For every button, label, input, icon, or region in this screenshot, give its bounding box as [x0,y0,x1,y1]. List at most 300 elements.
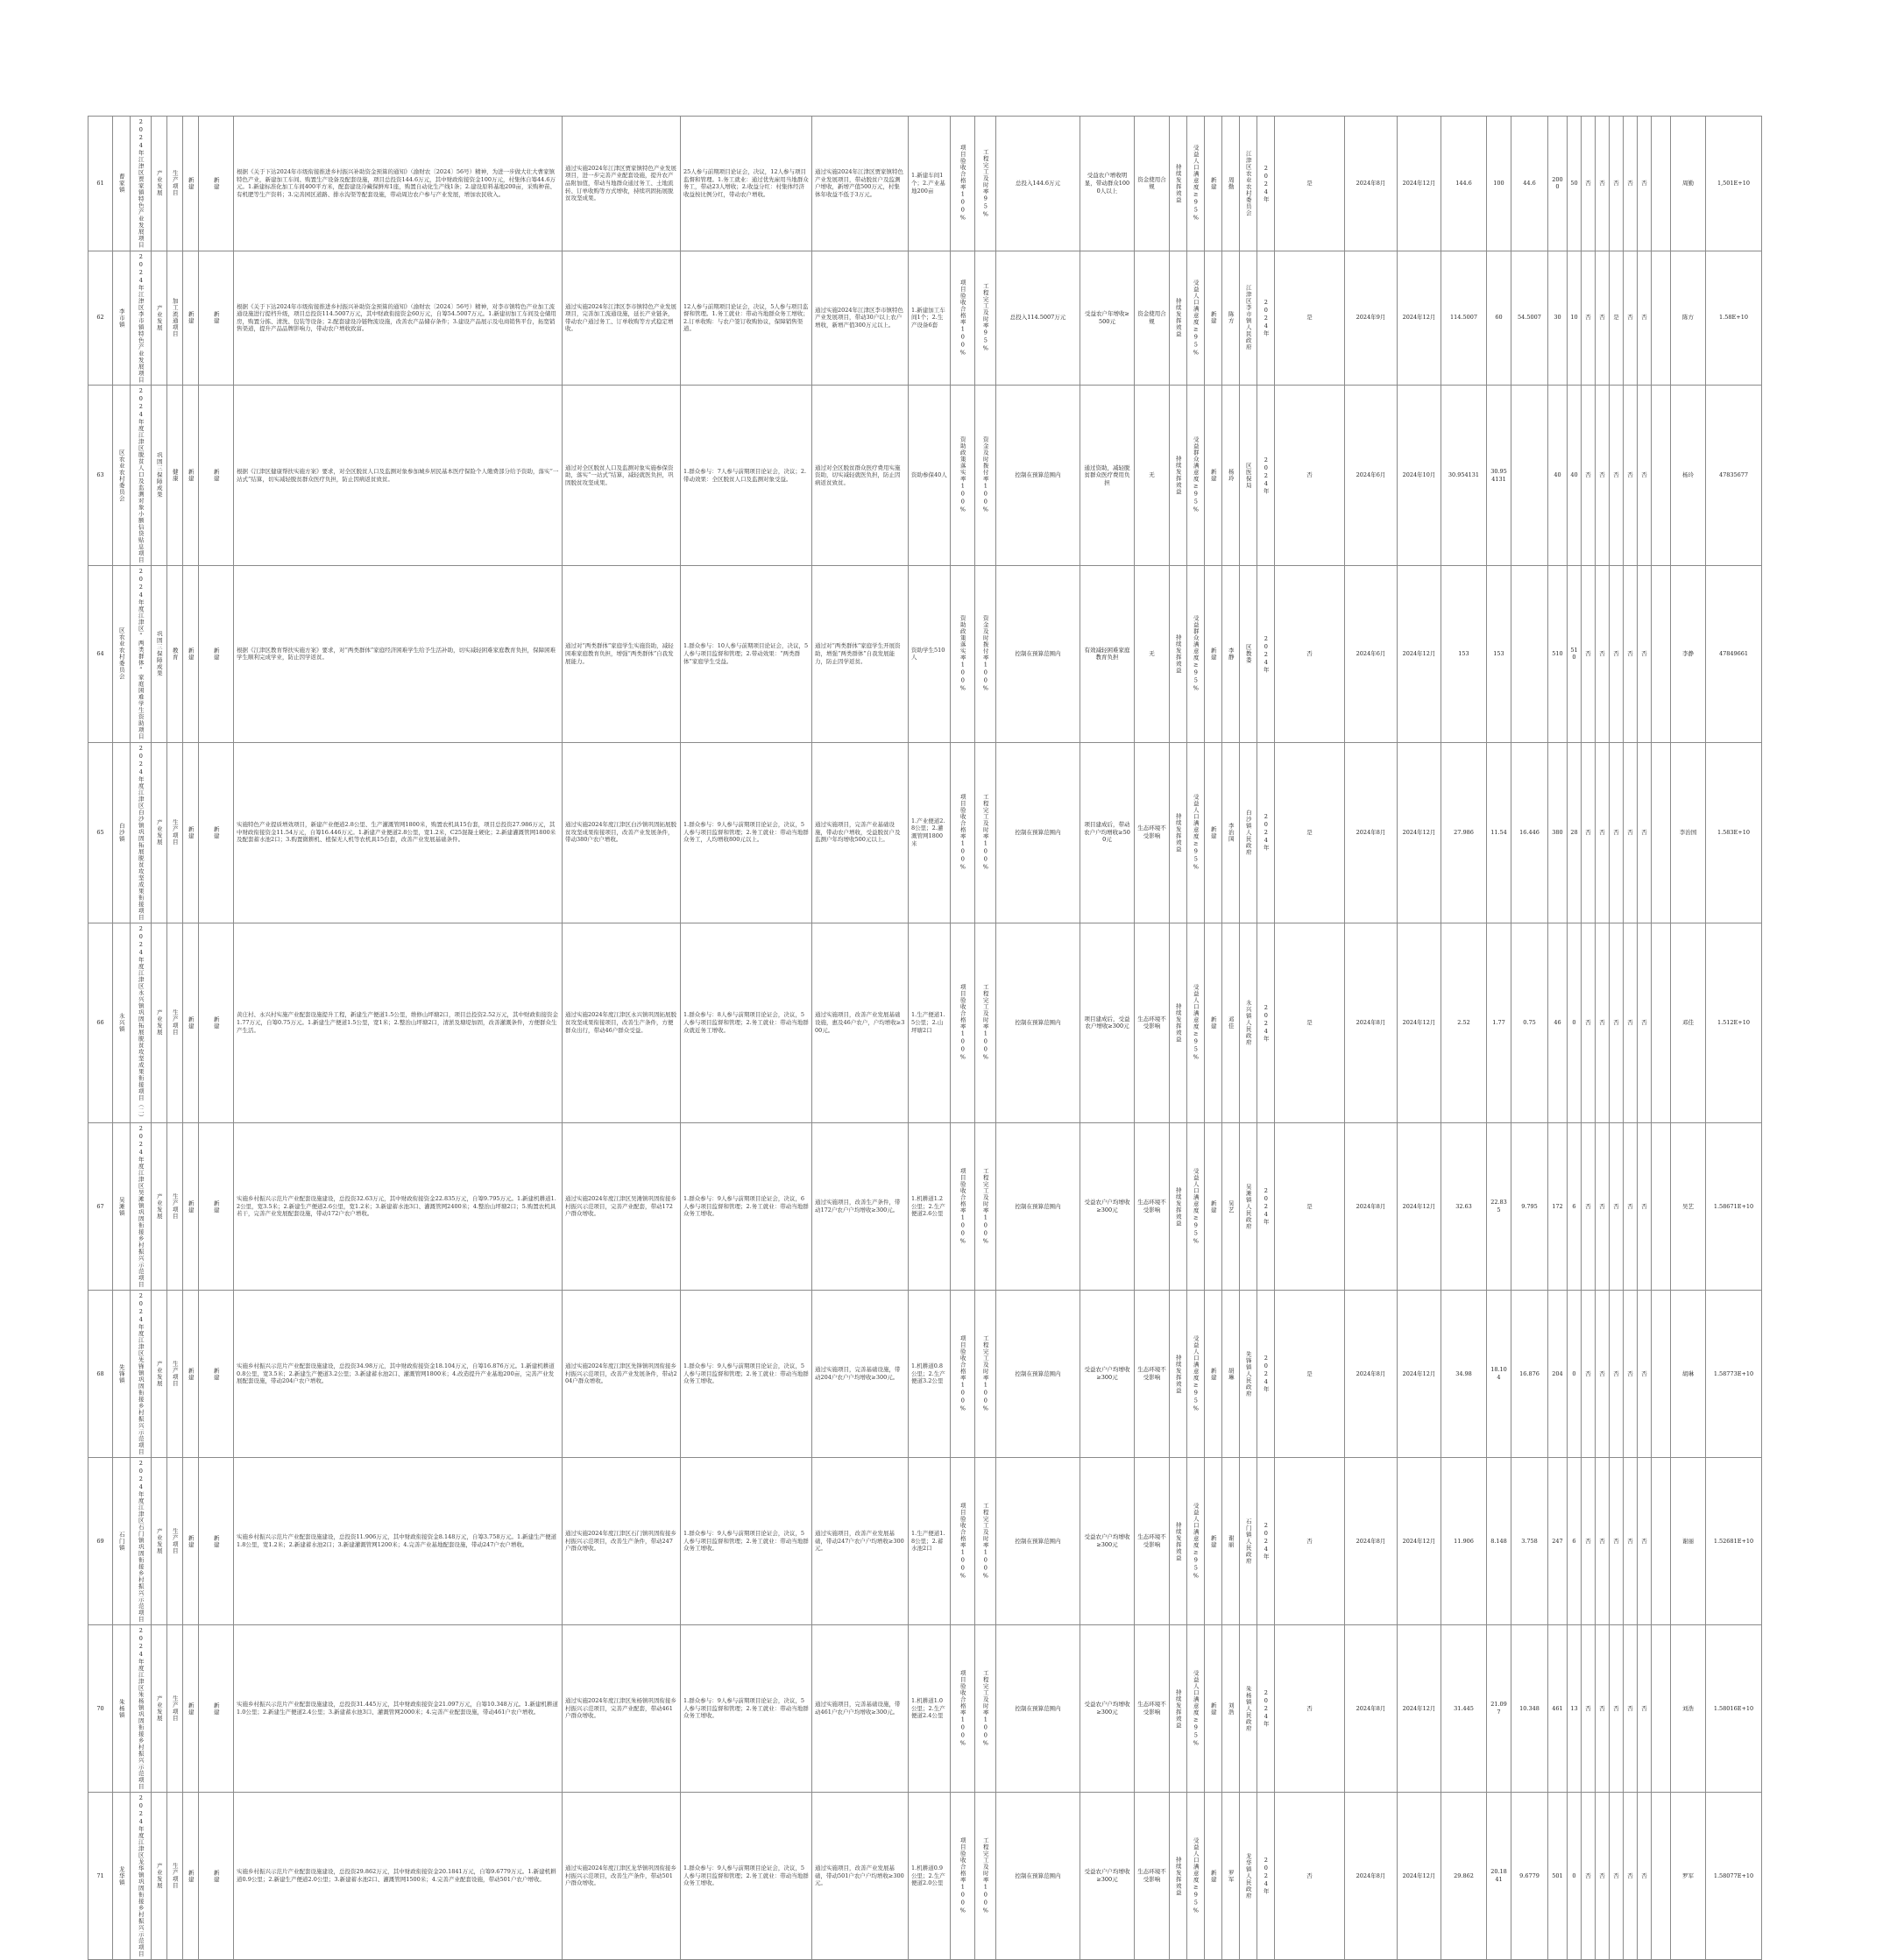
row-goal: 通过对“两类群体”家庭学生开展资助，增强“两类群体”自我发展能力，防止因学返贫。 [812,566,909,743]
row-mechanism: 通过实施2024年度江津区吴滩镇巩固衔接乡村振兴示范项目，完善产业配套，带动172户群众增收。 [563,1123,681,1291]
row-satisfaction: 受益人口满意度≥95% [1187,251,1205,386]
row-goal: 通过实施项目，完善基础设施，带动204户农户户均增收≥300元。 [812,1291,909,1458]
row-phone: 1.58671E+10 [1706,1123,1762,1291]
row-number: 65 [88,742,113,923]
row-mechanism: 通过实施2024年度江津区先锋镇巩固衔接乡村振兴示范项目，改善产业发展条件，带动204户群众增收。 [563,1291,681,1458]
row-town: 李市镇 [113,251,131,386]
row-subtype: 生产项目 [167,1793,183,1960]
row-start: 2024年8月 [1345,1291,1398,1458]
row-flag-4: 否 [1624,742,1638,923]
row-total: 114.5007 [1441,251,1487,386]
row-dept: 区教委 [1240,566,1257,743]
row-blank [1652,1625,1671,1793]
row-cost: 控制在预算范围内 [996,386,1080,566]
row-year: 2024年 [1257,1123,1275,1291]
row-output3: 工程完工及时率100% [975,1625,996,1793]
row-start: 2024年8月 [1345,742,1398,923]
row-flag-3: 否 [1610,923,1624,1123]
row-participation: 12人参与前期项目论证会，决议，5人参与项目监督和管理。1.务工就业：带动当地群众务工增收；2.订单收购：与农户签订收购协议，保障销售渠道。 [681,251,812,386]
row-town: 区农业农村委员会 [113,386,131,566]
row-participation: 25人参与前期项目论证会，决议，12人参与项目监督和管理。1.务工就业：通过优先雇用当地群众务工，带动23人增收；2.收益分红：村集体经济收益按比例分红，带动农户增收。 [681,117,812,251]
row-flag: 否 [1275,386,1345,566]
row-fiscal: 8.148 [1487,1458,1511,1625]
row-nature-2: 新建 [1205,1625,1222,1793]
row-goal: 通过实施项目，完善产业基础设施，带动农户增收，受益脱贫户及监测户年均增收500元以上。 [812,742,909,923]
row-flag: 否 [1275,566,1345,743]
row-output2: 项目验收合格率100% [951,117,975,251]
row-phone: 1.583E+10 [1706,742,1762,923]
row-output3: 工程完工及时率100% [975,1123,996,1291]
row-content: 根据《江津区健康帮扶实施方案》要求，对全区脱贫人口及监测对象参加城乡居民基本医疗保险个人缴费部分给予资助，落实“一站式”结算，切实减轻脱贫群众医疗负担，防止因病返贫致贫。 [234,386,563,566]
row-output2: 项目验收合格率100% [951,1291,975,1458]
row-satisfaction: 受益群众满意度≥95% [1187,566,1205,743]
row-nature-2: 新建 [1205,566,1222,743]
row-start: 2024年8月 [1345,1123,1398,1291]
table-row [88,1793,1762,1960]
row-cost: 控制在预算范围内 [996,1458,1080,1625]
table-row [88,251,1762,386]
row-blank [1652,1793,1671,1960]
row-total: 144.6 [1441,117,1487,251]
row-blank [1652,251,1671,386]
row-number: 70 [88,1625,113,1793]
row-contact-2: 杨玲 [1222,386,1240,566]
row-benefit: 受益农户户均增收≥300元 [1080,1793,1135,1960]
row-subtype: 生产项目 [167,1458,183,1625]
row-content: 根据《关于下达2024年市级衔接推进乡村振兴补助资金预算的通知》（渝财农〔2024〕56号）精神，为进一步做大壮大曹家镇特色产业，新建加工车间、购置生产设备及配套设施，项目总投资144.6万元，其中财政衔接资金100万元，村集体自筹44.6万元。1.新建标准化加工车间400平方米，配套建设冷藏保鲜库1座，购置自动化生产线1条；2.建设原料基地200亩，采购种苗、有机肥等生产资料；3.完善园区道路、排水沟渠等配套设施，带动周边农户参与产业发展，增加农民收入。 [234,117,563,251]
row-nature-2: 新建 [1205,1793,1222,1960]
row-flag-1: 否 [1582,386,1596,566]
row-end: 2024年12月 [1398,1625,1441,1793]
row-flag-4: 否 [1624,1625,1638,1793]
row-other: 44.6 [1511,117,1548,251]
row-contact-2: 邓佳 [1222,923,1240,1123]
row-flag-4: 否 [1624,386,1638,566]
row-start: 2024年8月 [1345,923,1398,1123]
row-flag-1: 否 [1582,742,1596,923]
row-output3: 工程完工及时率100% [975,923,996,1123]
row-start: 2024年8月 [1345,1793,1398,1960]
row-blank [1652,923,1671,1123]
row-subtype: 生产项目 [167,923,183,1123]
row-output2: 项目验收合格率100% [951,1793,975,1960]
row-dept-short: 新建 [199,1291,234,1458]
row-flag-4: 否 [1624,117,1638,251]
row-phone: 47835677 [1706,386,1762,566]
row-nature-2: 新建 [1205,1458,1222,1625]
row-contact-2: 罗军 [1222,1793,1240,1960]
row-participation: 1.群众参与：9人参与前期项目论证会，决议，5人参与项目监督和管理；2.务工就业：带动当地群众务工增收。 [681,1291,812,1458]
row-total: 27.986 [1441,742,1487,923]
row-phone: 47849661 [1706,566,1762,743]
row-flag-4: 否 [1624,1291,1638,1458]
row-participation: 1.群众参与：9人参与前期项目论证会，决议，5人参与项目监督和管理；2.务工就业：带动当地群众务工增收。 [681,1625,812,1793]
row-fiscal: 100 [1487,117,1511,251]
row-other [1511,566,1548,743]
row-output2: 项目验收合格率100% [951,1625,975,1793]
row-category: 产业发展 [152,1793,167,1960]
row-benefit: 项目建成后，受益农户增收≥300元 [1080,923,1135,1123]
row-content: 实施乡村振兴示范片产业配套设施建设，总投资34.98万元，其中财政衔接资金18.104万元，自筹16.876万元。1.新建机耕道0.8公里，宽3.5米；2.新建生产便道3.2公里；3.新建蓄水池2口、灌溉管网1800米；4.改造提升产业基地200亩，完善产业发展配套设施，带动204户农户增收。 [234,1291,563,1458]
row-sustain: 持续发挥效益 [1170,117,1187,251]
row-category: 产业发展 [152,1291,167,1458]
row-town: 区农业农村委员会 [113,566,131,743]
row-eco: 生态环境不受影响 [1135,1123,1170,1291]
row-nature: 新建 [183,117,199,251]
row-contact-2: 李治国 [1222,742,1240,923]
row-blank [1652,1123,1671,1291]
row-flag: 是 [1275,251,1345,386]
row-category: 巩固三保障成果 [152,566,167,743]
row-mechanism: 通过实施2024年度江津区龙华镇巩固衔接乡村振兴示范项目，改善生产条件，带动501户群众增收。 [563,1793,681,1960]
row-blank [1652,566,1671,743]
row-contact: 李治国 [1671,742,1706,923]
row-dept-short: 新建 [199,923,234,1123]
row-nature-2: 新建 [1205,251,1222,386]
table-row [88,1123,1762,1291]
row-year: 2024年 [1257,742,1275,923]
row-fiscal: 18.104 [1487,1291,1511,1458]
row-output2: 项目验收合格率100% [951,251,975,386]
row-sustain: 持续发挥效益 [1170,923,1187,1123]
row-project-name: 2024年度江津区白沙镇巩固拓展脱贫攻坚成果衔接项目 [131,742,152,923]
row-project-name: 2024年度江津区永兴镇巩固拓展脱贫攻坚成果衔接项目（二） [131,923,152,1123]
row-dept: 永兴镇人民政府 [1240,923,1257,1123]
row-contact-2: 谢丽 [1222,1458,1240,1625]
row-content: 实施乡村振兴示范片产业配套设施建设，总投资32.63万元，其中财政衔接资金22.835万元，自筹9.795万元。1.新建机耕道1.2公里，宽3.5米；2.新建生产便道2.6公里，宽1.2米；3.新建蓄水池3口、灌溉管网2400米；4.整治山坪塘2口；5.购置农机具若干，完善产业发展配套设施，带动172户农户增收。 [234,1123,563,1291]
row-phone: 1,501E+10 [1706,117,1762,251]
row-contact-2: 胡琳 [1222,1291,1240,1458]
row-project-name: 2024年度江津区脱贫人口及监测对象小额信贷贴息项目 [131,386,152,566]
row-dept-short: 新建 [199,742,234,923]
row-cost: 控制在预算范围内 [996,742,1080,923]
row-flag: 否 [1275,1458,1345,1625]
row-fiscal: 11.54 [1487,742,1511,923]
row-nature: 新建 [183,1625,199,1793]
row-other: 3.758 [1511,1458,1548,1625]
row-output2: 项目验收合格率100% [951,923,975,1123]
row-eco: 资金使用合规 [1135,117,1170,251]
row-flag-1: 否 [1582,566,1596,743]
row-dept: 江津区农业农村委员会 [1240,117,1257,251]
row-blank [1652,1458,1671,1625]
row-subtype: 生产项目 [167,1123,183,1291]
row-goal: 通过实施项目，改善产业发展基础，带动247户农户户均增收≥300元。 [812,1458,909,1625]
row-flag-2: 否 [1596,742,1610,923]
row-town: 龙华镇 [113,1793,131,1960]
row-output1: 1.机耕道1.0公里；2.生产便道2.4公里 [909,1625,951,1793]
row-contact: 杨玲 [1671,386,1706,566]
row-year: 2024年 [1257,1291,1275,1458]
row-number: 62 [88,251,113,386]
row-number: 68 [88,1291,113,1458]
row-persons: 0 [1568,1291,1582,1458]
row-output2: 项目验收合格率100% [951,742,975,923]
row-flag-3: 否 [1610,742,1624,923]
table-row [88,923,1762,1123]
row-output1: 1.生产便道1.5公里；2.山坪塘2口 [909,923,951,1123]
row-category: 巩固三保障成果 [152,386,167,566]
row-cost: 控制在预算范围内 [996,1291,1080,1458]
row-flag: 是 [1275,1123,1345,1291]
row-blank [1652,386,1671,566]
row-contact-2: 陈方 [1222,251,1240,386]
row-eco: 生态环境不受影响 [1135,1458,1170,1625]
row-eco: 生态环境不受影响 [1135,1625,1170,1793]
row-dept: 江津区李市镇人民政府 [1240,251,1257,386]
row-output3: 资金及时拨付率100% [975,566,996,743]
row-flag-4: 否 [1624,923,1638,1123]
row-contact-2: 刘浩 [1222,1625,1240,1793]
row-number: 66 [88,923,113,1123]
row-other: 9.795 [1511,1123,1548,1291]
row-total: 32.63 [1441,1123,1487,1291]
row-flag-4: 否 [1624,1458,1638,1625]
row-flag-5: 否 [1638,1123,1652,1291]
row-nature-2: 新建 [1205,1123,1222,1291]
row-mechanism: 通过对全区脱贫人口及监测对象实施参保资助，落实“一站式”结算，减轻就医负担，巩固脱贫攻坚成果。 [563,386,681,566]
row-nature-2: 新建 [1205,386,1222,566]
row-town: 吴滩镇 [113,1123,131,1291]
row-flag-4: 否 [1624,566,1638,743]
row-contact-2: 李静 [1222,566,1240,743]
row-town: 永兴镇 [113,923,131,1123]
row-output2: 项目验收合格率100% [951,1123,975,1291]
row-phone: 1.58016E+10 [1706,1625,1762,1793]
row-output3: 工程完工及时率95% [975,251,996,386]
row-content: 根据《关于下达2024年市级衔接推进乡村振兴补助资金预算的通知》（渝财农〔2024〕56号）精神，对李市镇特色产业加工流通设施进行提档升级，项目总投资114.5007万元，其中财政衔接资金60万元，自筹54.5007万元。1.新建初加工车间及仓储用房，购置分拣、清洗、包装等设备；2.配套建设冷链物流设施，改善农产品储存条件；3.建设产品展示及电商销售平台，拓宽销售渠道，提升产品品牌影响力，带动农户增收致富。 [234,251,563,386]
row-flag-1: 否 [1582,1291,1596,1458]
row-households: 204 [1548,1291,1568,1458]
row-town: 先锋镇 [113,1291,131,1458]
row-phone: 1.58773E+10 [1706,1291,1762,1458]
row-phone: 1.512E+10 [1706,923,1762,1123]
row-total: 2.52 [1441,923,1487,1123]
row-category: 产业发展 [152,251,167,386]
row-end: 2024年12月 [1398,1793,1441,1960]
row-flag-2: 否 [1596,1793,1610,1960]
row-sustain: 持续发挥效益 [1170,566,1187,743]
row-flag-5: 否 [1638,251,1652,386]
row-benefit: 受益农户户均增收≥300元 [1080,1625,1135,1793]
row-flag-3: 否 [1610,1793,1624,1960]
row-dept: 区医保局 [1240,386,1257,566]
row-category: 产业发展 [152,1123,167,1291]
row-end: 2024年12月 [1398,1123,1441,1291]
row-flag: 否 [1275,1625,1345,1793]
row-households: 30 [1548,251,1568,386]
row-flag-4: 否 [1624,1793,1638,1960]
row-sustain: 持续发挥效益 [1170,1793,1187,1960]
row-households: 380 [1548,742,1568,923]
row-cost: 总投入114.5007万元 [996,251,1080,386]
row-participation: 1.群众参与：9人参与前期项目论证会，决议，5人参与项目监督和管理；2.务工就业：带动当地群众务工，人均增收800元以上。 [681,742,812,923]
row-households: 510 [1548,566,1568,743]
row-output1: 1.新建车间1个；2.产业基地200亩 [909,117,951,251]
row-blank [1652,1291,1671,1458]
row-end: 2024年12月 [1398,117,1441,251]
row-flag-1: 否 [1582,1123,1596,1291]
row-flag-5: 否 [1638,1291,1652,1458]
row-nature: 新建 [183,566,199,743]
row-nature: 新建 [183,1793,199,1960]
row-persons: 10 [1568,251,1582,386]
row-total: 31.445 [1441,1625,1487,1793]
row-town: 石门镇 [113,1458,131,1625]
row-nature: 新建 [183,251,199,386]
row-other: 10.348 [1511,1625,1548,1793]
row-dept: 龙华镇人民政府 [1240,1793,1257,1960]
row-end: 2024年12月 [1398,1291,1441,1458]
row-flag-4: 否 [1624,251,1638,386]
row-blank [1652,117,1671,251]
row-mechanism: 通过实施2024年度江津区石门镇巩固衔接乡村振兴示范项目，改善生产条件，带动247户群众增收。 [563,1458,681,1625]
row-output3: 工程完工及时率95% [975,117,996,251]
row-blank [1652,742,1671,923]
row-year: 2024年 [1257,386,1275,566]
row-project-name: 2024年度江津区龙华镇巩固衔接乡村振兴示范项目 [131,1793,152,1960]
row-start: 2024年9月 [1345,251,1398,386]
row-total: 29.862 [1441,1793,1487,1960]
row-flag-5: 否 [1638,742,1652,923]
row-end: 2024年12月 [1398,923,1441,1123]
row-project-name: 2024年度江津区先锋镇巩固衔接乡村振兴示范项目 [131,1291,152,1458]
row-nature-2: 新建 [1205,1291,1222,1458]
row-end: 2024年10月 [1398,386,1441,566]
row-number: 67 [88,1123,113,1291]
row-contact: 胡琳 [1671,1291,1706,1458]
row-mechanism: 通过实施2024年江津区贾家镇特色产业发展项目，进一步完善产业配套设施，提升农产品附加值，带动当地群众通过务工、土地流转、订单收购等方式增收，持续巩固拓展脱贫攻坚成果。 [563,117,681,251]
row-cost: 总投入144.6万元 [996,117,1080,251]
row-cost: 控制在预算范围内 [996,923,1080,1123]
row-other: 9.6779 [1511,1793,1548,1960]
row-cost: 控制在预算范围内 [996,1793,1080,1960]
row-contact-2: 吴艺 [1222,1123,1240,1291]
row-number: 64 [88,566,113,743]
row-flag-4: 否 [1624,1123,1638,1291]
row-dept-short: 新建 [199,1123,234,1291]
row-flag: 是 [1275,923,1345,1123]
row-subtype: 生产项目 [167,742,183,923]
row-start: 2024年6月 [1345,386,1398,566]
row-nature: 新建 [183,923,199,1123]
row-number: 69 [88,1458,113,1625]
row-nature-2: 新建 [1205,117,1222,251]
row-flag-3: 否 [1610,1291,1624,1458]
row-category: 产业发展 [152,1625,167,1793]
row-content: 实施特色产业提质增效项目，新建产业便道2.8公里、生产灌溉管网1800米，购置农机具15台套，项目总投资27.986万元，其中财政衔接资金11.54万元，自筹16.446万元。1.新建产业便道2.8公里，宽1.2米，C25混凝土硬化；2.新建灌溉管网1800米及配套蓄水池2口；3.购置微耕机、植保无人机等农机具15台套，改善产业发展基础条件。 [234,742,563,923]
row-fiscal: 30.954131 [1487,386,1511,566]
row-output3: 工程完工及时率100% [975,1458,996,1625]
row-participation: 1.群众参与：9人参与前期项目论证会，决议，5人参与项目监督和管理；2.务工就业：带动当地群众务工增收。 [681,1793,812,1960]
row-total: 34.98 [1441,1291,1487,1458]
row-households: 40 [1548,386,1568,566]
row-nature-2: 新建 [1205,742,1222,923]
row-flag-5: 否 [1638,923,1652,1123]
row-dept-short: 新建 [199,251,234,386]
row-phone: 1.58E+10 [1706,251,1762,386]
row-project-name: 2024年度江津区吴滩镇巩固衔接乡村振兴示范项目 [131,1123,152,1291]
row-persons: 40 [1568,386,1582,566]
row-flag-1: 否 [1582,923,1596,1123]
row-satisfaction: 受益人口满意度≥95% [1187,923,1205,1123]
table-row [88,1291,1762,1458]
row-sustain: 持续发挥效益 [1170,251,1187,386]
row-number: 63 [88,386,113,566]
row-flag-5: 否 [1638,1793,1652,1960]
row-flag-5: 否 [1638,1625,1652,1793]
row-flag-1: 否 [1582,1458,1596,1625]
row-content: 实施乡村振兴示范片产业配套设施建设，总投资29.862万元，其中财政衔接资金20.1841万元，自筹9.6779万元。1.新建机耕道0.9公里；2.新建生产便道2.0公里；3.新建蓄水池2口、灌溉管网1500米；4.完善产业配套设施，带动501户农户增收。 [234,1793,563,1960]
row-persons: 510 [1568,566,1582,743]
row-flag-5: 否 [1638,566,1652,743]
table-row [88,386,1762,566]
row-output1: 1.机耕道0.9公里；2.生产便道2.0公里 [909,1793,951,1960]
row-year: 2024年 [1257,1458,1275,1625]
row-dept-short: 新建 [199,1625,234,1793]
row-flag: 是 [1275,1291,1345,1458]
row-other: 16.446 [1511,742,1548,923]
row-category: 产业发展 [152,117,167,251]
table-row [88,742,1762,923]
row-dept-short: 新建 [199,117,234,251]
row-households: 247 [1548,1458,1568,1625]
row-output1: 1.新建加工车间1个；2.生产设备6套 [909,251,951,386]
row-flag: 否 [1275,1793,1345,1960]
row-benefit: 受益农户增收明显，带动群众1000人以上 [1080,117,1135,251]
row-content: 黄庄村、永兴村实施产业配套设施提升工程，新建生产便道1.5公里，维修山坪塘2口，项目总投资2.52万元，其中财政衔接资金1.77万元，自筹0.75万元。1.新建生产便道1.5公里，宽1米；2.整治山坪塘2口，清淤及塘堤加固，改善灌溉条件，方便群众生产生活。 [234,923,563,1123]
row-contact: 刘浩 [1671,1625,1706,1793]
row-nature: 新建 [183,1123,199,1291]
row-category: 产业发展 [152,742,167,923]
row-fiscal: 20.1841 [1487,1793,1511,1960]
row-persons: 50 [1568,117,1582,251]
row-output1: 1.产业便道2.8公里；2.灌溉管网1800米 [909,742,951,923]
row-year: 2024年 [1257,923,1275,1123]
row-output1: 1.机耕道0.8公里；2.生产便道3.2公里 [909,1291,951,1458]
row-content: 实施乡村振兴示范片产业配套设施建设，总投资31.445万元，其中财政衔接资金21.097万元，自筹10.348万元。1.新建机耕道1.0公里；2.新建生产便道2.4公里；3.新建蓄水池3口、灌溉管网2000米；4.完善产业配套设施，带动461户农户增收。 [234,1625,563,1793]
row-satisfaction: 受益人口满意度≥95% [1187,1458,1205,1625]
row-dept-short: 新建 [199,1793,234,1960]
row-subtype: 生产项目 [167,117,183,251]
row-households: 501 [1548,1793,1568,1960]
row-output1: 资助参保40人 [909,386,951,566]
row-total: 30.954131 [1441,386,1487,566]
row-flag-1: 否 [1582,1625,1596,1793]
row-satisfaction: 受益群众满意度≥95% [1187,386,1205,566]
row-satisfaction: 受益人口满意度≥95% [1187,117,1205,251]
row-category: 产业发展 [152,923,167,1123]
row-flag-3: 是 [1610,251,1624,386]
row-satisfaction: 受益人口满意度≥95% [1187,1625,1205,1793]
row-cost: 控制在预算范围内 [996,566,1080,743]
row-other: 0.75 [1511,923,1548,1123]
row-number: 71 [88,1793,113,1960]
row-sustain: 持续发挥效益 [1170,1625,1187,1793]
row-fiscal: 60 [1487,251,1511,386]
row-contact: 李静 [1671,566,1706,743]
row-eco: 无 [1135,386,1170,566]
row-benefit: 有效减轻困难家庭教育负担 [1080,566,1135,743]
row-goal: 通过实施项目，改善产业发展基础设施，惠及46户农户，户均增收≥300元。 [812,923,909,1123]
row-dept-short: 新建 [199,566,234,743]
row-output3: 工程完工及时率100% [975,1291,996,1458]
row-eco: 生态环境不受影响 [1135,742,1170,923]
row-content: 根据《江津区教育帮扶实施方案》要求，对“两类群体”家庭经济困难学生给予生活补助，切实减轻困难家庭教育负担，保障困难学生顺利完成学业，防止因学返贫。 [234,566,563,743]
row-project-name: 2024年江津区李市镇特色产业发展项目 [131,251,152,386]
row-contact-2: 周勤 [1222,117,1240,251]
row-persons: 28 [1568,742,1582,923]
